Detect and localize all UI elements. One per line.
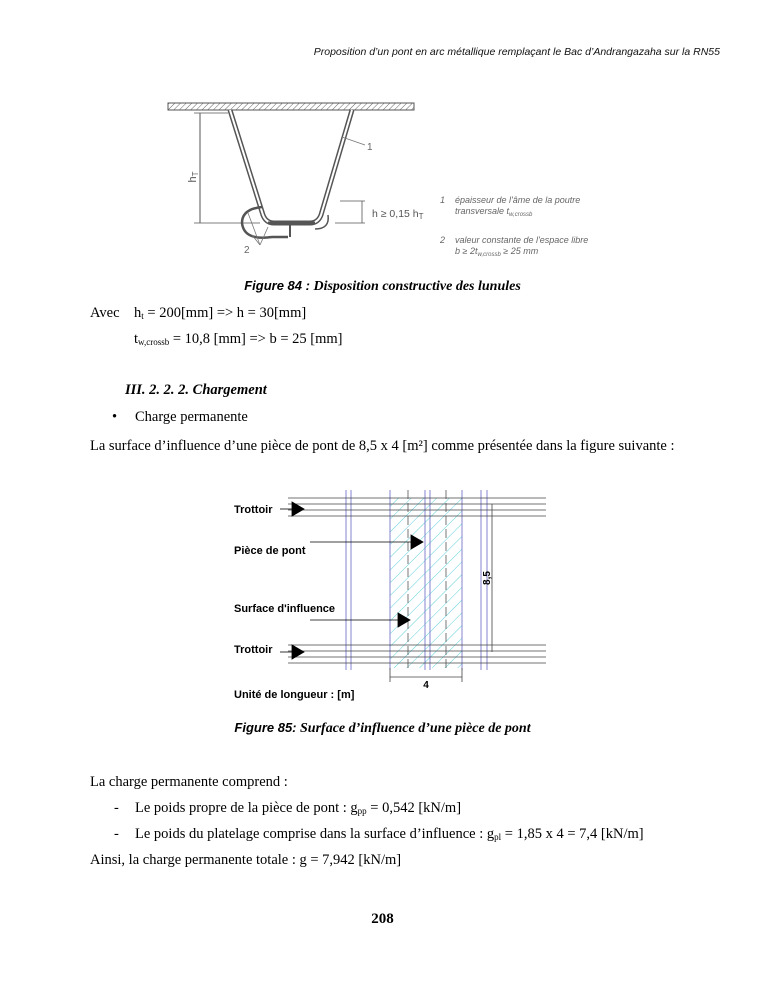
perm-intro: La charge permanente comprend : [90,774,288,790]
svg-text:transversale tw,crossb: transversale $t_{w,crossb}$ [455,206,533,218]
perm-total: Ainsi, la charge permanente totale : g = 7,942 [kN/m] [90,852,402,868]
dim-width-label: 4 [423,680,429,691]
figure-84-title: Disposition constructive des lunules [309,279,521,294]
perm-item-1: Le poids propre de la pièce de pont : $g_{pp} = 0,542$ [kN/m] [135,800,462,816]
label-piece: Pièce de pont [234,545,306,557]
figure-85-title: Surface d’influence d’une pièce de pont [296,721,531,736]
influence-surface [390,498,462,668]
perm-item-2: Le poids du platelage comprise dans la surface d’influence : $g_{pl} = 1,85$ x 4 = 7,4 [kN/m] [135,826,644,842]
svg-text:2: 2 [440,235,446,245]
figure-84-diagram [160,95,620,265]
figure-84-label: Figure 84 : [244,278,310,293]
label-unit: Unité de longueur : [m] [234,689,355,701]
bullet-text: Charge permanente [135,409,248,425]
svg-text:b ≥ 2tw,crossb ≥ 25 mm: $b \ge 2t_{w,crossb} \ge 25$ mm [455,246,539,258]
figure-84-caption [0,278,765,295]
figure-85-caption [0,720,765,737]
label-trottoir-bottom: Trottoir [234,644,273,656]
section-title: III. 2. 2. 2. Chargement [125,382,267,398]
dash-2-icon: - [114,826,119,842]
dash-1-icon: - [114,800,119,816]
figure-85-diagram [228,490,550,705]
page-number: 208 [371,911,394,927]
bullet-icon: • [112,409,118,425]
svg-text:1: 1 [440,195,446,205]
svg-text:1: 1 [367,142,373,153]
svg-text:épaisseur de l'âme de la poutr: épaisseur de l'âme de la poutre [455,195,581,205]
paragraph-influence: La surface d’influence d’une pièce de pont de 8,5 x 4 [m²] comme présentée dans la figure suivante : [90,438,675,454]
svg-text:2: 2 [244,245,250,256]
svg-text:valeur constante de l'espace l: valeur constante de l'espace libre [455,235,589,245]
figure-85-label: Figure 85: [234,720,297,735]
avec-line-2: $t_{w,crossb} = 10,8$ [mm] => b = 25 [mm] [134,331,343,347]
top-flange [168,103,414,110]
svg-text:hT: hT [187,171,200,183]
avec-line-1: Avec $h_t = 200[mm] => h = 30[mm]$ [90,305,307,321]
label-surface: Surface d'influence [234,603,336,615]
running-header: Proposition d’un pont en arc métallique remplaçant le Bac d’Andrangazaha sur la RN55 [313,46,720,58]
figure-84-legend [439,195,588,258]
label-trottoir-top: Trottoir [234,504,273,516]
min-height-label: h ≥ 0,15 hT [372,208,424,221]
dim-height-label: 8,5 [482,571,493,585]
bullet-item [112,408,117,426]
